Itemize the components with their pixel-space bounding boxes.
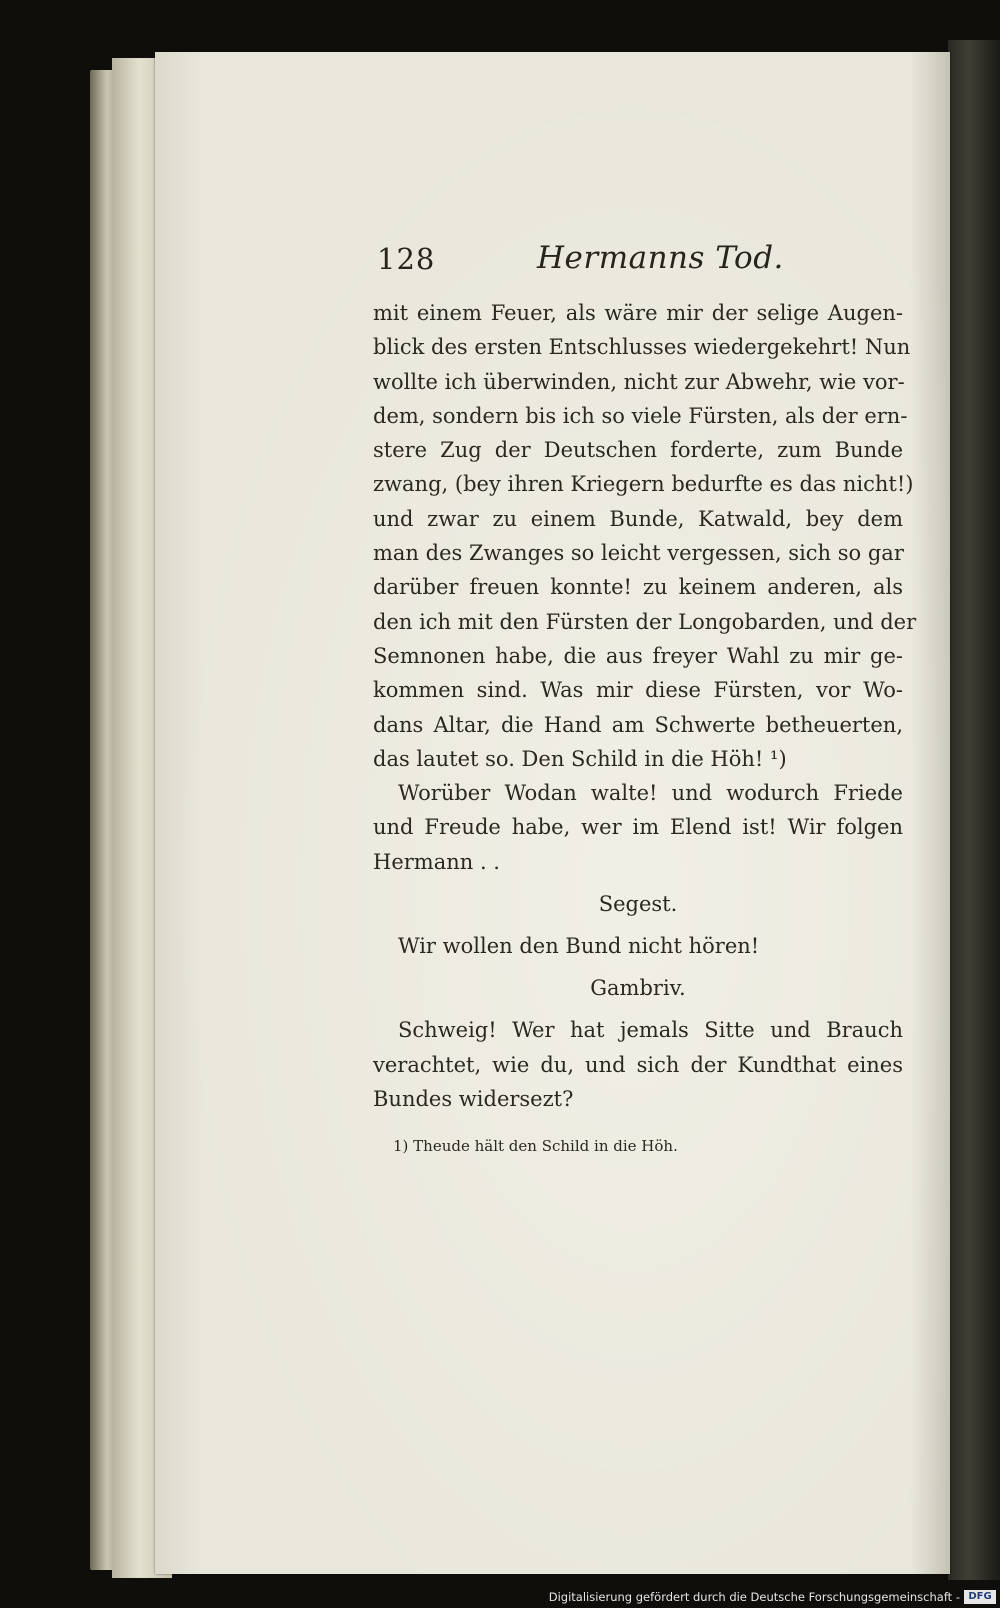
speech-line: Wir wollen den Bund nicht hören! [398,934,760,959]
book-spine-right [948,40,1000,1580]
text-line: und Freude habe, wer im Elend ist! Wir folgen [373,815,903,840]
text-line: zwang, (bey ihren Kriegern bedurfte es das nicht!) [373,472,914,497]
text-line: kommen sind. Was mir diese Fürsten, vor Wo- [373,678,903,703]
page-number: 128 [377,242,436,276]
text-line: und zwar zu einem Bunde, Katwald, bey dem [373,506,903,531]
text-line: wollte ich überwinden, nicht zur Abwehr, wie vor- [373,369,905,394]
running-title: Hermanns Tod. [537,240,784,276]
text-line: Worüber Wodan walte! und wodurch Friede [398,781,903,806]
text-line: mit einem Feuer, als wäre mir der selige Augen- [373,301,903,325]
text-line: dem, sondern bis ich so viele Fürsten, als der ern- [373,403,908,428]
speech-line: Bundes widersezt? [373,1086,574,1111]
text-line: den ich mit den Fürsten der Longobarden, und der [373,609,917,634]
text-line: man des Zwanges so leicht vergessen, sich so gar [373,541,904,566]
body-text [373,296,917,1116]
speaker-name: Gambriv. [590,976,686,1001]
text-line: Hermann . . [373,849,500,874]
speech-line: verachtet, wie du, und sich der Kundthat eines [373,1052,903,1077]
footnote: 1) Theude hält den Schild in die Höh. [393,1137,678,1155]
text-line: blick des ersten Entschlusses wiedergekehrt! Nun [373,335,911,360]
dfg-logo-icon: DFG [964,1590,996,1604]
text-line: stere Zug der Deutschen forderte, zum Bunde [373,438,903,463]
digitization-credit: Digitalisierung gefördert durch die Deutsche Forschungsgemeinschaft - [548,1590,960,1604]
text-line: Semnonen habe, die aus freyer Wahl zu mir ge- [373,643,903,668]
text-line: das lautet so. Den Schild in die Höh! ¹) [373,746,787,771]
running-header [377,238,902,278]
text-line: darüber freuen konnte! zu keinem anderen, als [373,575,903,600]
speech-line: Schweig! Wer hat jemals Sitte und Brauch [398,1018,903,1043]
speaker-name: Segest. [598,892,678,917]
text-line: dans Altar, die Hand am Schwerte betheuerten, [373,712,903,737]
